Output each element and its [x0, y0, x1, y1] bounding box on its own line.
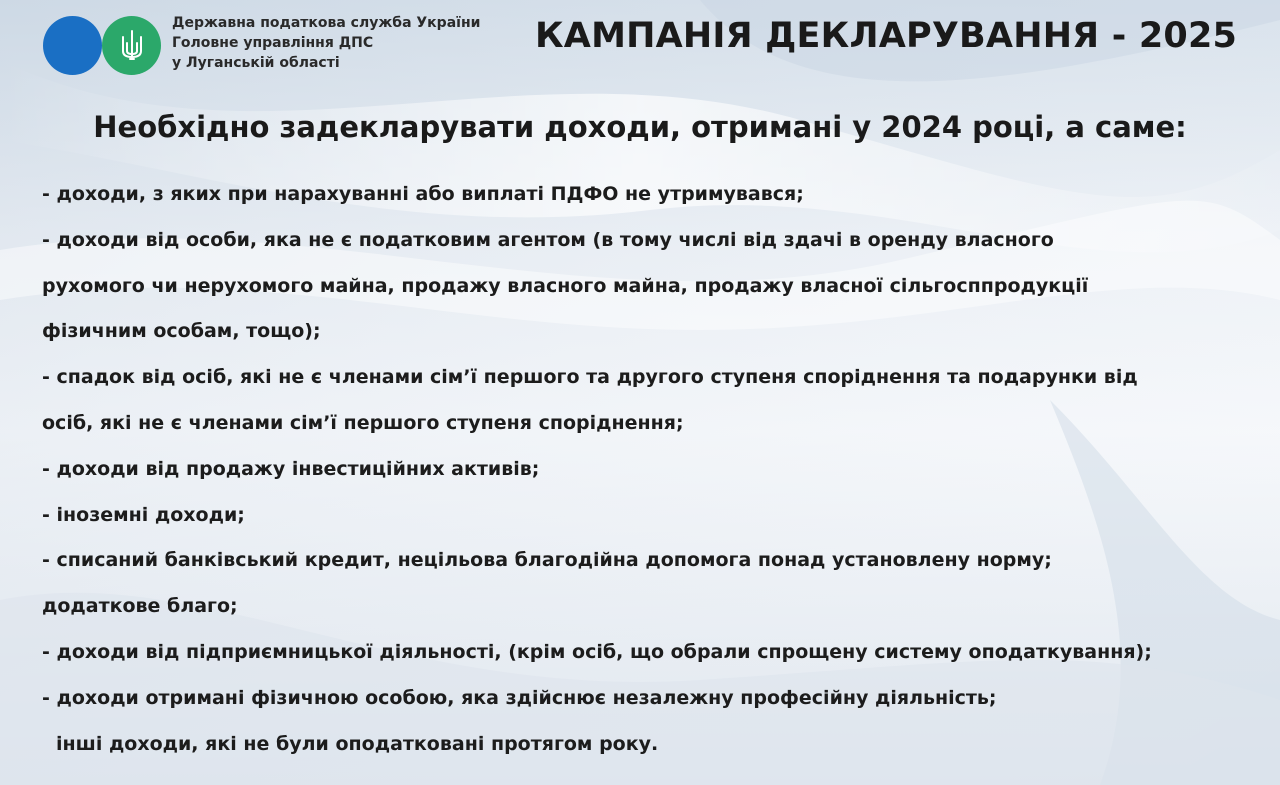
list-line: - доходи отримані фізичною особою, яка здійснює незалежну професійну діяльність;	[42, 686, 997, 709]
list-line: осіб, які не є членами сім’ї першого ступеня споріднення;	[42, 411, 684, 434]
trident-icon	[119, 29, 145, 63]
list-line: - спадок від осіб, які не є членами сім’ї першого та другого ступеня споріднення та подарунки від	[42, 366, 1138, 389]
list-line: - списаний банківський кредит, нецільова благодійна допомога понад установлену норму;	[42, 549, 1052, 572]
list-line: додаткове благо;	[42, 595, 238, 618]
list-line: - іноземні доходи;	[42, 503, 245, 526]
agency-line-3: у Луганській області	[172, 55, 340, 71]
list-line: рухомого чи нерухомого майна, продажу власного майна, продажу власної сільгосппродукції	[42, 274, 1089, 297]
list-line: фізичним особам, тощо);	[42, 320, 321, 343]
list-line: - доходи від продажу інвестиційних активів;	[42, 457, 540, 480]
list-line: інші доходи, які не були оподатковані протягом року.	[56, 732, 659, 755]
logo-green-circle	[102, 16, 161, 75]
agency-line-2: Головне управління ДПС	[172, 35, 374, 51]
list-line: - доходи, з яких при нарахуванні або виплаті ПДФО не утримувався;	[42, 183, 804, 205]
list-line: - доходи від особи, яка не є податковим агентом (в тому числі від здачі в оренду власного	[42, 228, 1054, 251]
list-line: - доходи від підприємницької діяльності, (крім осіб, що обрали спрощену систему оподаткування);	[42, 640, 1152, 663]
logo-blue-circle	[43, 16, 102, 75]
campaign-title: КАМПАНІЯ ДЕКЛАРУВАННЯ - 2025	[535, 16, 1238, 56]
agency-name	[172, 13, 480, 73]
agency-line-1: Державна податкова служба України	[172, 15, 481, 31]
page-heading: Необхідно задекларувати доходи, отримані у 2024 році, а саме:	[93, 110, 1187, 144]
income-list	[42, 172, 1262, 767]
